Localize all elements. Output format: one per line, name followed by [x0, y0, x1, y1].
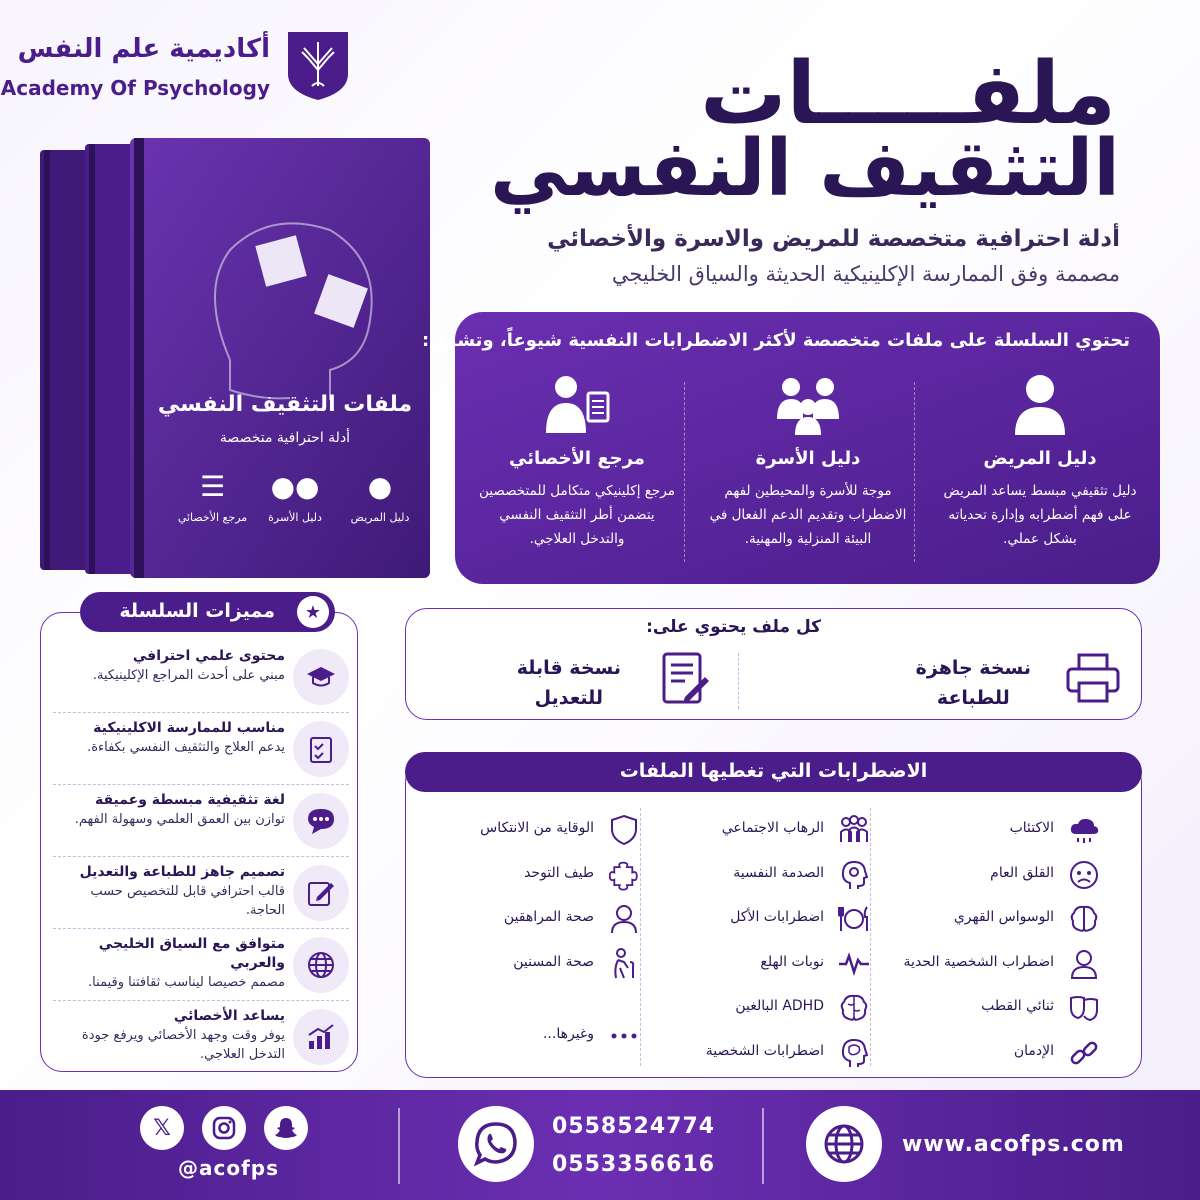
list-item: [880, 897, 1100, 942]
list-item: [880, 853, 1100, 898]
graduation-cap-icon: [293, 649, 349, 705]
user-icon: ●: [367, 470, 393, 503]
group-icon: [838, 814, 870, 846]
disorder-label: اضطرابات الأكل: [730, 909, 824, 925]
list-item: [650, 897, 870, 942]
list-item: [880, 808, 1100, 853]
edit-line2: للتعديل: [534, 687, 604, 709]
brain-icon: [1068, 903, 1100, 935]
list-item: [650, 1031, 870, 1076]
document-edit-icon: [661, 651, 711, 707]
anxious-face-icon: [1068, 859, 1100, 891]
feature-desc: يدعم العلاج والتثقيف النفسي بكفاءة.: [87, 740, 285, 755]
disorder-label: صحة المراهقين: [503, 909, 594, 925]
print-line2: للطباعة: [936, 687, 1010, 709]
features-header: [80, 592, 335, 632]
disorders-header: [405, 752, 1142, 792]
disorder-label: نوبات الهلع: [760, 953, 824, 970]
brand-logo: [0, 30, 350, 110]
print-version: [811, 649, 1121, 715]
disorder-label: اضطراب الشخصية الحدية: [903, 953, 1054, 970]
feature-desc: مصمم خصيصا ليناسب ثقافتنا وقيمنا.: [88, 975, 285, 990]
broken-chain-icon: [1068, 1037, 1100, 1069]
storm-cloud-icon: [1068, 814, 1100, 846]
book-item-label: مرجع الأخصائي: [177, 511, 248, 524]
tree-shield-icon: [286, 30, 350, 102]
list-item: [420, 1014, 640, 1059]
disorder-label: القلق العام: [990, 864, 1054, 881]
disorders-col3: [420, 808, 640, 1059]
guide-specialist: [477, 370, 677, 551]
edit-icon: [293, 865, 349, 921]
feature-desc: قالب احترافي قابل للتخصيص حسب الحاجة.: [90, 884, 285, 918]
feature-desc: يوفر وقت وجهد الأخصائي ويرفع جودة التدخل العلاجي.: [81, 1028, 285, 1062]
head-gear-icon: [838, 859, 870, 891]
brain-outline-icon: [838, 992, 870, 1024]
disorder-label: الرهاب الاجتماعي: [721, 820, 824, 836]
list-item: [420, 808, 640, 853]
teen-icon: [608, 903, 640, 935]
list-item: [650, 808, 870, 853]
guide-desc: دليل تثقيفي مبسط يساعد المريض على فهم أضطرابه وإدارة تحدياته بشكل عملي.: [943, 483, 1137, 547]
brand-name-ar: أكاديمية علم النفس: [17, 34, 270, 64]
user-icon: [940, 370, 1140, 440]
phone-number-1[interactable]: 0558524774: [552, 1114, 716, 1139]
feature-item: [53, 857, 349, 929]
x-twitter-icon[interactable]: 𝕏: [140, 1106, 184, 1150]
feature-desc: توازن بين العمق العلمي وسهولة الفهم.: [74, 812, 285, 827]
clipboard-check-icon: [293, 721, 349, 777]
footer: [0, 1090, 1200, 1200]
guide-name: دليل المريض: [983, 448, 1097, 469]
print-line1: نسخة جاهزة: [915, 657, 1031, 679]
feature-title: يساعد الأخصائي: [173, 1008, 285, 1024]
guide-desc: مرجع إكلينيكي متكامل للمتخصصين يتضمن أطر التثقيف النفسي والتدخل العلاجي.: [479, 483, 675, 547]
feature-title: تصميم جاهز للطباعة والتعديل: [79, 864, 285, 880]
list-item: [880, 1031, 1100, 1076]
list-item: [420, 897, 640, 942]
disorder-label: الصدمة النفسية: [733, 864, 824, 881]
globe-icon[interactable]: [806, 1106, 882, 1182]
book-item-specialist: [170, 470, 255, 524]
disorder-label: الوقاية من الانتكاس: [480, 820, 594, 836]
feature-item: [53, 929, 349, 1001]
book-item-label: دليل المريض: [350, 511, 410, 524]
family-icon: ●●: [270, 470, 320, 503]
list-item: [650, 986, 870, 1031]
social-handle[interactable]: @acofps: [178, 1156, 280, 1180]
disorder-label: ADHD البالغين: [735, 998, 824, 1014]
book-item-patient: [340, 470, 420, 524]
brand-name-en: Academy Of Psychology: [0, 76, 270, 100]
disorder-label: الاكتئاب: [1009, 820, 1054, 836]
website-link[interactable]: www.acofps.com: [902, 1132, 1125, 1157]
book-title: ملفات التثقيف النفسي: [157, 392, 413, 417]
guide-patient: [940, 370, 1140, 551]
instagram-icon[interactable]: [202, 1106, 246, 1150]
globe-icon: [293, 937, 349, 993]
list-item: [880, 942, 1100, 987]
phone-number-2[interactable]: 0553356616: [552, 1152, 716, 1177]
specialist-icon: [477, 370, 677, 440]
clipboard-icon: ☰: [199, 470, 226, 503]
dots-icon: [608, 1020, 640, 1052]
feature-title: متوافق مع السياق الخليجي والعربي: [98, 936, 285, 971]
list-item: [420, 853, 640, 898]
elderly-icon: [608, 948, 640, 980]
book-item-family: [255, 470, 335, 524]
star-icon: ★: [297, 596, 329, 628]
edit-line1: نسخة قابلة: [516, 657, 621, 679]
book-item-label: دليل الأسرة: [268, 511, 322, 524]
feature-title: مناسب للممارسة الاكلينيكية: [93, 720, 285, 736]
masks-icon: [1068, 992, 1100, 1024]
feature-title: لغة تثقيفية مبسطة وعميقة: [94, 792, 285, 808]
shield-icon: [608, 814, 640, 846]
chat-icon: [293, 793, 349, 849]
hero-subtitle: أدلة احترافية متخصصة للمريض والاسرة والأخصائي: [547, 226, 1120, 252]
growth-chart-icon: [293, 1009, 349, 1065]
disorder-label: الوسواس القهري: [953, 909, 1054, 925]
guide-name: دليل الأسرة: [755, 448, 861, 469]
whatsapp-icon[interactable]: [458, 1106, 534, 1182]
list-item: [880, 986, 1100, 1031]
feature-item: [53, 785, 349, 857]
hero-tagline: مصممة وفق الممارسة الإكلينيكية الحديثة والسياق الخليجي: [611, 262, 1120, 286]
list-item: [650, 853, 870, 898]
book-subtitle: أدلة احترافية متخصصة: [219, 430, 351, 446]
person-outline-icon: [1068, 948, 1100, 980]
guide-family: [708, 370, 908, 551]
snapchat-icon[interactable]: [264, 1106, 308, 1150]
guides-card: [422, 312, 1160, 584]
disorder-label: طيف التوحد: [524, 864, 594, 881]
files-card: [405, 608, 1142, 720]
list-item: [420, 942, 640, 987]
hero-title-line2: التثقيف النفسي: [489, 124, 1120, 214]
disorder-label: صحة المسنين: [513, 953, 594, 970]
disorder-label: الإدمان: [1013, 1042, 1054, 1059]
feature-item: [53, 1001, 349, 1073]
puzzle-icon: [608, 859, 640, 891]
features-panel: [40, 612, 358, 1072]
disorder-label: اضطرابات الشخصية: [705, 1042, 824, 1059]
edit-version: [451, 649, 751, 715]
plate-cutlery-icon: [838, 903, 870, 935]
family-icon: [708, 370, 908, 440]
feature-item: [53, 641, 349, 713]
list-item: [650, 942, 870, 987]
book-stack: [30, 130, 450, 600]
feature-item: [53, 713, 349, 785]
guide-desc: موجة للأسرة والمحيطين لفهم الاضطراب وتقديم الدعم الفعال في البيئة المنزلية والمهنية.: [709, 483, 907, 547]
hero-title-line1: ملفـــــات: [700, 44, 1116, 144]
features-title: مميزات السلسلة: [119, 600, 275, 622]
feature-desc: مبني على أحدث المراجع الإكلينيكية.: [92, 668, 285, 683]
disorders-title: الاضطرابات التي تغطيها الملفات: [619, 760, 928, 782]
disorders-col2: [650, 808, 870, 1075]
disorder-label: وغيرها...: [542, 1026, 594, 1042]
files-heading: كل ملف يحتوي على:: [646, 617, 821, 637]
feature-title: محتوى علمي احترافي: [132, 648, 285, 664]
head-brain-icon: [838, 1037, 870, 1069]
guide-name: مرجع الأخصائي: [509, 448, 645, 469]
printer-icon: [1065, 653, 1121, 705]
disorder-label: ثنائي القطب: [981, 998, 1054, 1014]
heartbeat-icon: [838, 948, 870, 980]
disorders-col1: [880, 808, 1100, 1075]
guides-intro: تحتوي السلسلة على ملفات متخصصة لأكثر الاضطرابات النفسية شيوعاً، وتشمل:: [422, 330, 1130, 351]
